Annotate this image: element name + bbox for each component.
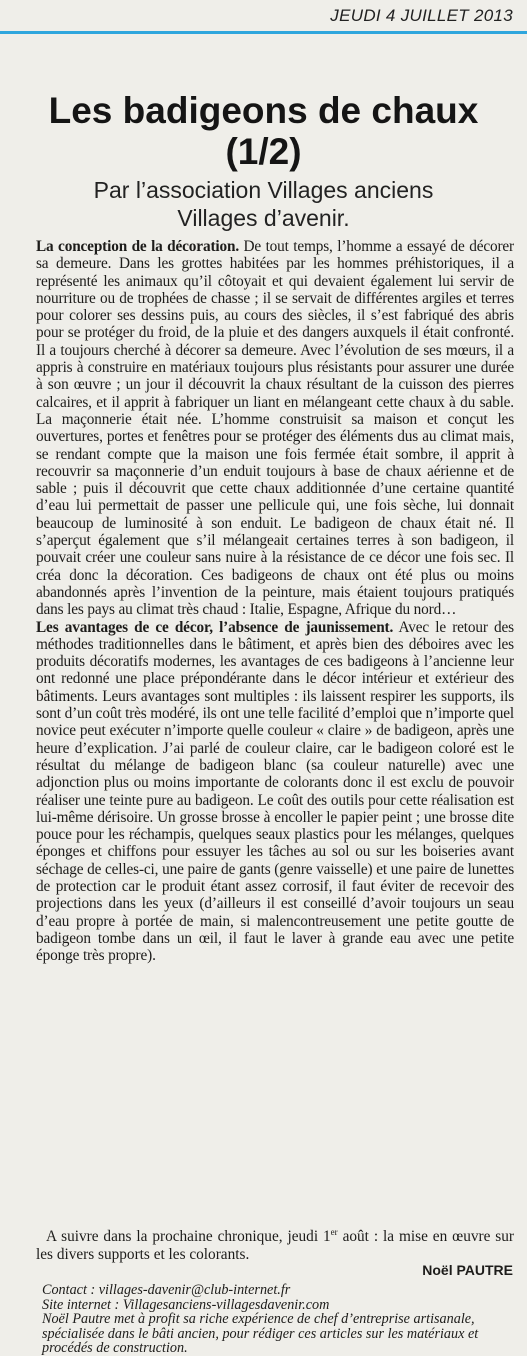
contact-email[interactable]: villages-davenir@club-internet.fr (95, 1282, 291, 1298)
site-line (42, 1298, 520, 1313)
author-bio: Noël Pautre met à profit sa riche expérience de chef d’entreprise artisanale, spécialisée dans le bâti ancien, pour rédiger ces articles sur les matériaux et procédés de construction. (42, 1311, 479, 1356)
site-url[interactable]: Villagesanciens-villagesdavenir.com (119, 1296, 330, 1313)
article-byline (0, 176, 527, 232)
contact-label: Contact : (42, 1282, 96, 1298)
article-title (0, 90, 527, 172)
title-line-2: (1/2) (225, 131, 302, 172)
section-conception (36, 238, 514, 619)
section-conception-heading: La conception de la décoration. (36, 238, 240, 255)
followup-text-end: août : la mise en œuvre sur les divers supports et les colorants. (36, 1228, 514, 1264)
article-footer (42, 1283, 520, 1356)
section-avantages-text: Avec le retour des méthodes traditionnelles dans le bâtiment, et après bien des déboires avec les produits décoratifs modernes, les avantages de ces badigeons à l’ancienne leur ont redonné une place prépondérante dans le décor intérieur et extérieur des bâtiments. Leurs avantages sont multiples : ils laissent respirer les supports, ils sont d’un coût très modéré, ils ont une telle facilité d’emploi que n’importe quel novice peut exécuter n’importe quelle couleur « claire » de badigeon, après une heure d’explication. J’ai parlé de couleur claire, car le badigeon coloré est le résultat du mélange de badigeon blanc (sa couleur naturelle) avec une adjonction plus ou moins importante de colorants donc il est exclu de pouvoir réaliser une teinte pure au badigeon. Le coût des outils pour cette réalisation est lui-même dérisoire. Un grosse brosse à encoller le papier peint ; une brosse dite pouce pour les réchampis, quelques seaux plastics pour les mélanges, quelques éponges et chiffons pour essuyer les tâches au sol ou sur les boiseries avant séchage de celles-ci, une paire de gants (genre vaisselle) et une paire de lunettes de protection car le produit étant assez corrosif, il faut éviter de recevoir des projections dans les yeux (d’ailleurs il est conseillé d’avoir toujours un seau d’eau propre à portée de main, si malencontreusement une petite goutte de badigeon tombe dans un œil, il faut le laver à grande eau avec une petite éponge très propre). (36, 618, 514, 965)
followup-sup: er (330, 1227, 338, 1237)
section-conception-text: De tout temps, l’homme a essayé de décorer sa demeure. Dans les grottes habitées par les hommes préhistoriques, il a représenté les animaux qu’il côtoyait et qui devaient également lui servir de nourriture ou de trophées de chasse ; il se servait de différentes argiles et terres pour colorer ses dessins puis, au cours des siècles, il s’est fabriqué des abris pour se protéger du froid, de la pluie et des dangers auxquels il était confronté. Il a toujours cherché à décorer sa demeure. Avec l’évolution de ses mœurs, il a appris à construire en matériaux toujours plus résistants pour assurer une durée à son œuvre ; un jour il découvrit la chaux résultant de la cuisson des pierres calcaires, et il apprit à fabriquer un liant en mélangeant cette chaux à du sable. La maçonnerie était née. L’homme construisit sa maison et conçut les ouvertures, portes et fenêtres pour se protéger des éléments dus au climat mais, se rendant compte que la maison une fois fermée était sombre, il apprit à recouvrir sa maçonnerie d’un enduit toujours à base de chaux aérienne et de sable ; puis il découvrit que cette chaux additionnée d’une certaine quantité d’eau lui permettait de passer une pellicule qui, une fois sèche, lui donnait beaucoup de luminosité à son enduit. Le badigeon de chaux était né. Il s’aperçut également que s’il mélangeait certaines terres à son badigeon, il pouvait créer une couleur sans nuire à la résistance de ce décor une fois sec. Il créa donc la décoration. Ces badigeons de chaux ont été plus ou moins abandonnés après l’invention de la peinture, mais étaient toujours pratiqués dans les pays au climat très chaud : Italie, Espagne, Afrique du nord… (36, 238, 514, 619)
issue-date: JEUDI 4 JUILLET 2013 (330, 6, 513, 25)
site-label: Site internet : (42, 1296, 120, 1313)
article-body (36, 238, 514, 964)
header-rule (0, 31, 527, 34)
followup-note (36, 1223, 514, 1264)
byline-line-1: Par l’association Villages anciens (93, 177, 434, 203)
section-avantages-heading: Les avantages de ce décor, l’absence de jaunissement. (36, 618, 394, 636)
followup-text-start: A suivre dans la prochaine chronique, jeudi 1 (46, 1228, 331, 1246)
contact-line (42, 1283, 520, 1298)
byline-line-2: Villages d’avenir. (177, 205, 350, 231)
title-line-1: Les badigeons de chaux (48, 90, 479, 131)
section-avantages (36, 619, 514, 965)
author-signature: Noël PAUTRE (422, 1262, 513, 1278)
